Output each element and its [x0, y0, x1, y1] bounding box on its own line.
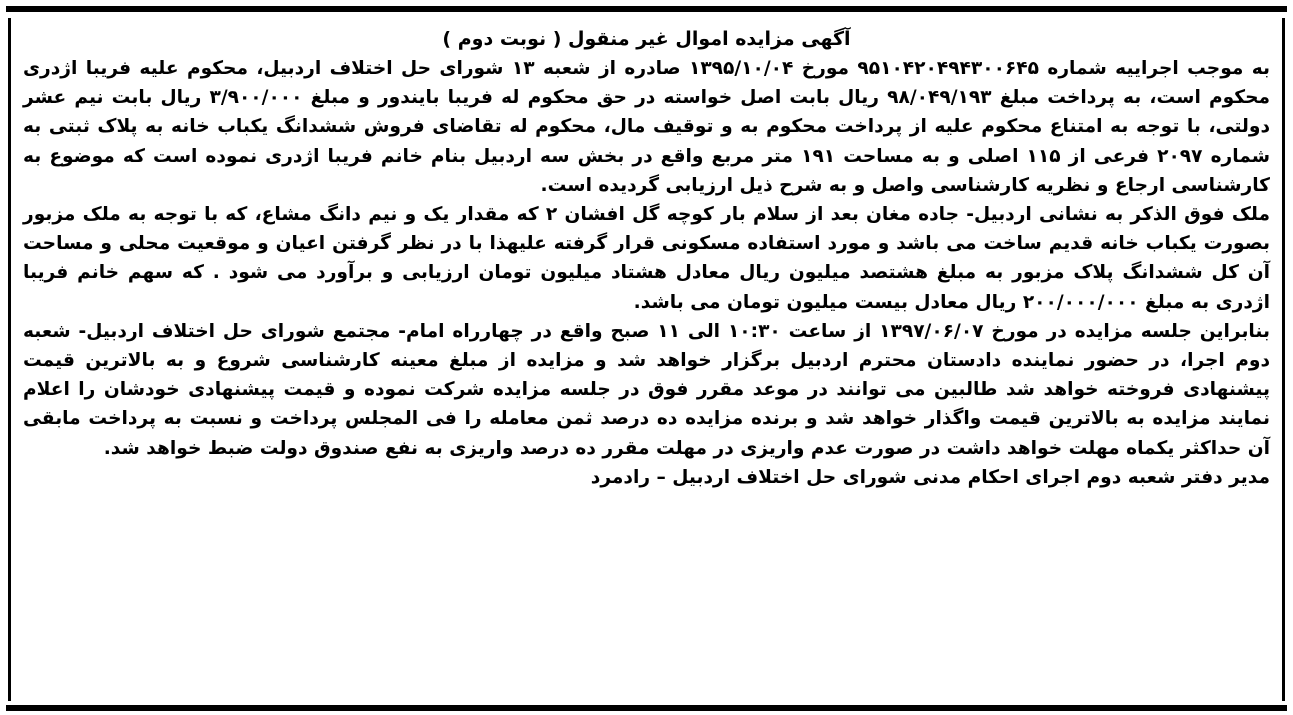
notice-paragraph-execution-order: به موجب اجراییه شماره ۹۵۱۰۴۲۰۴۹۴۳۰۰۶۴۵ مورخ ۱۳۹۵/۱۰/۰۴ صادره از شعبه ۱۳ شورای حل اختلاف اردبیل، محکوم علیه فریبا اژدری محکوم است، به پرداخت مبلغ ۹۸/۰۴۹/۱۹۳ ریال بابت اصل خواسته در حق محکوم له فریبا بایندور و مبلغ ۳/۹۰۰/۰۰۰ ریال بابت نیم عشر دولتی، با توجه به امتناع محکوم علیه از پرداخت محکوم به و توقیف مال، محکوم له تقاضای فروش ششدانگ یکباب خانه به پلاک ثبتی به شماره ۲۰۹۷ فرعی از ۱۱۵ اصلی و به مساحت ۱۹۱ متر مربع واقع در بخش سه اردبیل بنام خانم فریبا اژدری نموده است که موضوع به کارشناسی ارجاع و نظریه کارشناسی واصل و به شرح ذیل ارزیابی گردیده است.	[23, 58, 1271, 196]
notice-title: آگهی مزایده اموال غیر منقول ( نوبت دوم )	[442, 28, 851, 50]
notice-paragraph-auction-session: بنابراین جلسه مزایده در مورخ ۱۳۹۷/۰۶/۰۷ از ساعت ۱۰:۳۰ الی ۱۱ صبح واقع در چهارراه امام- مجتمع شورای حل اختلاف اردبیل- شعبه دوم اجرا، در حضور نماینده دادستان محترم اردبیل برگزار خواهد شد و مزایده از مبلغ معینه کارشناسی شروع و به بالاترین قیمت پیشنهادی فروخته خواهد شد طالبین می توانند در موعد مقرر فوق در جلسه مزایده شرکت نموده و قیمت پیشنهادی خودشان را اعلام نمایند مزایده به بالاترین قیمت واگذار خواهد شد و برنده مزایده ده درصد ثمن معامله را فی المجلس پرداخت و نسبت به پرداخت مابقی آن حداکثر یکماه مهلت خواهد داشت در صورت عدم واریزی در مهلت مقرر ده درصد واریزی به نفع صندوق دولت ضبط خواهد شد.	[23, 320, 1270, 459]
top-border-rule	[6, 6, 1287, 12]
auction-notice	[8, 18, 1285, 701]
bottom-border-rule	[6, 705, 1287, 711]
notice-signature: مدیر دفتر شعبه دوم اجرای احکام مدنی شورای حل اختلاف اردبیل – رادمرد	[590, 466, 1270, 488]
notice-paragraph-property-appraisal: ملک فوق الذکر به نشانی اردبیل- جاده مغان بعد از سلام بار کوچه گل افشان ۲ که مقدار یک و نیم دانگ مشاع، که با توجه به ملک مزبور بصورت یکباب خانه قدیم ساخت می باشد و مورد استفاده مسکونی قرار گرفته علیهذا با در نظر گرفتن اعیان و موقعیت محلی و مساحت آن کل ششدانگ پلاک مزبور به مبلغ هشتصد میلیون ریال معادل هشتاد میلیون تومان ارزیابی و برآورد می شود . که سهم خانم فریبا اژدری به مبلغ ۲۰۰/۰۰۰/۰۰۰ ریال معادل بیست میلیون تومان می باشد.	[23, 204, 1270, 313]
